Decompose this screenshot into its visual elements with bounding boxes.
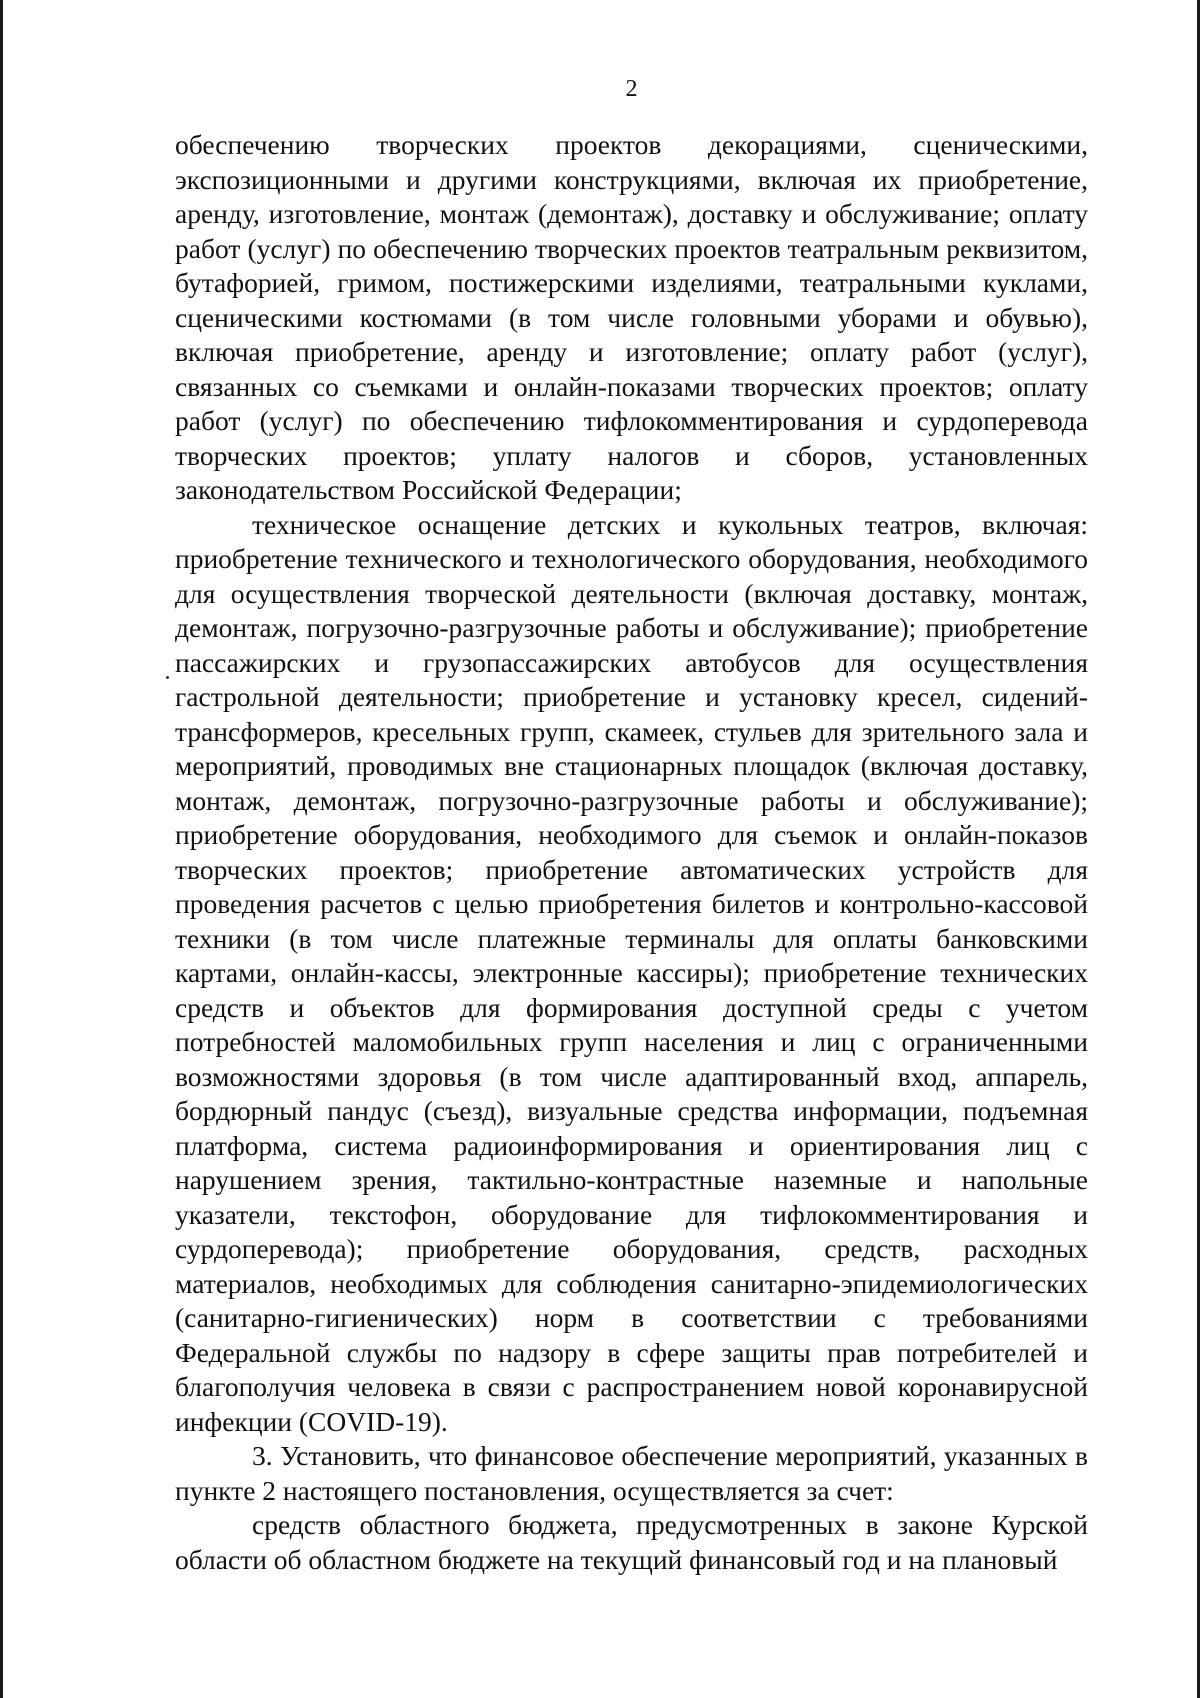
paragraph-continued: обеспечению творческих проектов декорациями, сценическими, экспозиционными и другими конструкциями, включая их приобретение, аренду, изготовление, монтаж (демонтаж), доставку и обслуживание; оплату работ (услуг) по обеспечению творческих проектов театральным реквизитом, бутафорией, гримом, постижерскими изделиями, театральными куклами, сценическими костюмами (в том числе головными уборами и обувью), включая приобретение, аренду и изготовление; оплату работ (услуг), связанных со съемками и онлайн-показами творческих проектов; оплату работ (услуг) по обеспечению тифлокомментирования и сурдоперевода творческих проектов; уплату налогов и сборов, установленных законодательством Российской Федерации; (175, 129, 1088, 505)
scan-border-left (0, 0, 3, 1698)
paragraph-item-3: 3. Установить, что финансовое обеспечение мероприятий, указанных в пункте 2 настоящего постановления, осуществляется за счет: (175, 1440, 1088, 1506)
scan-speck (166, 676, 169, 679)
paragraph-technical-equipment: техническое оснащение детских и кукольных театров, включая: приобретение технического и технологического оборудования, необходимого для осуществления творческой деятельности (включая доставку, монтаж, демонтаж, погрузочно-разгрузочные работы и обслуживание); приобретение пассажирских и грузопассажирских автобусов для осуществления гастрольной деятельности; приобретение и установку кресел, сидений-трансформеров, кресельных групп, скамеек, стульев для зрительного зала и мероприятий, проводимых вне стационарных площадок (включая доставку, монтаж, демонтаж, погрузочно-разгрузочные работы и обслуживание); приобретение оборудования, необходимого для съемок и онлайн-показов творческих проектов; приобретение автоматических устройств для проведения расчетов с целью приобретения билетов и контрольно-кассовой техники (в том числе платежные терминалы для оплаты банковскими картами, онлайн-кассы, электронные кассиры); приобретение технических средств и объектов для формирования доступной среды с учетом потребностей маломобильных групп населения и лиц с ограниченными возможностями здоровья (в том числе адаптированный вход, аппарель, бордюрный пандус (съезд), визуальные средства информации, подъемная платформа, система радиоинформирования и ориентирования лиц с нарушением зрения, тактильно-контрастные наземные и напольные указатели, текстофон, оборудование для тифлокомментирования и сурдоперевода); приобретение оборудования, средств, расходных материалов, необходимых для соблюдения санитарно-эпидемиологических (санитарно-гигиенических) норм в соответствии с требованиями Федеральной службы по надзору в сфере защиты прав потребителей и благополучия человека в связи с распространением новой коронавирусной инфекции (COVID-19). (175, 508, 1088, 1437)
paragraph-regional-budget: средств областного бюджета, предусмотренных в законе Курской области об областном бюджете на текущий финансовый год и на плановый (175, 1509, 1088, 1575)
page-number: 2 (625, 76, 638, 102)
document-body (175, 128, 1088, 1577)
